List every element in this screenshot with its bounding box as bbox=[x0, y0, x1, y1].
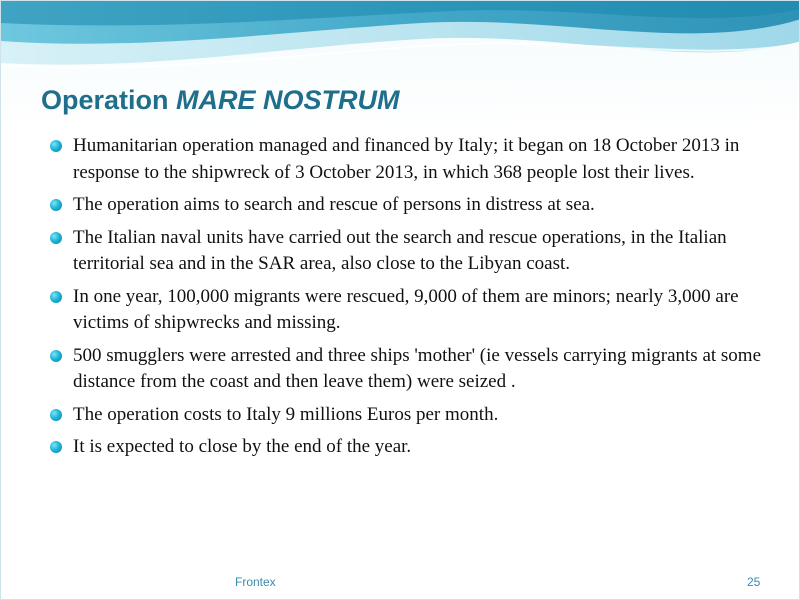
bullet-text: The operation aims to search and rescue of persons in distress at sea. bbox=[73, 194, 595, 215]
bullet-text: In one year, 100,000 migrants were rescued, 9,000 of them are minors; nearly 3,000 are victims of shipwrecks and missing. bbox=[73, 285, 739, 333]
bullet-text: The operation costs to Italy 9 millions Euros per month. bbox=[73, 403, 499, 425]
bullet-text: The Italian naval units have carried out the search and rescue operations, in the Italian territorial sea and in the SAR area, also close to the Libyan coast. bbox=[73, 226, 727, 274]
bullet-item bbox=[49, 192, 769, 219]
bullet-list bbox=[49, 133, 769, 467]
bullet-item bbox=[49, 402, 769, 429]
title-prefix: Operation bbox=[41, 85, 177, 115]
footer-label: Frontex bbox=[235, 575, 276, 589]
page-number: 25 bbox=[747, 575, 761, 589]
bullet-dot-icon bbox=[50, 291, 62, 303]
bullet-item bbox=[49, 133, 769, 186]
title-emphasis: MARE NOSTRUM bbox=[176, 85, 400, 115]
bullet-text: 500 smugglers were arrested and three ships 'mother' (ie vessels carrying migrants at some distance from the coast and then leave them) were seized . bbox=[73, 344, 762, 392]
bullet-dot-icon bbox=[50, 140, 62, 152]
bullet-item bbox=[49, 284, 769, 337]
bullet-dot-icon bbox=[50, 232, 62, 244]
header-wave-graphic bbox=[1, 1, 800, 91]
slide-title bbox=[41, 85, 400, 116]
bullet-dot-icon bbox=[50, 441, 62, 453]
bullet-item bbox=[49, 434, 769, 461]
bullet-dot-icon bbox=[50, 350, 62, 362]
bullet-text: Humanitarian operation managed and financed by Italy; it began on 18 October 2013 in response to the shipwreck of 3 October 2013, in which 368 people lost their lives. bbox=[73, 135, 740, 183]
bullet-dot-icon bbox=[50, 409, 62, 421]
bullet-dot-icon bbox=[50, 199, 62, 211]
bullet-text: It is expected to close by the end of the year. bbox=[73, 436, 412, 457]
bullet-item bbox=[49, 225, 769, 278]
bullet-item bbox=[49, 343, 769, 396]
